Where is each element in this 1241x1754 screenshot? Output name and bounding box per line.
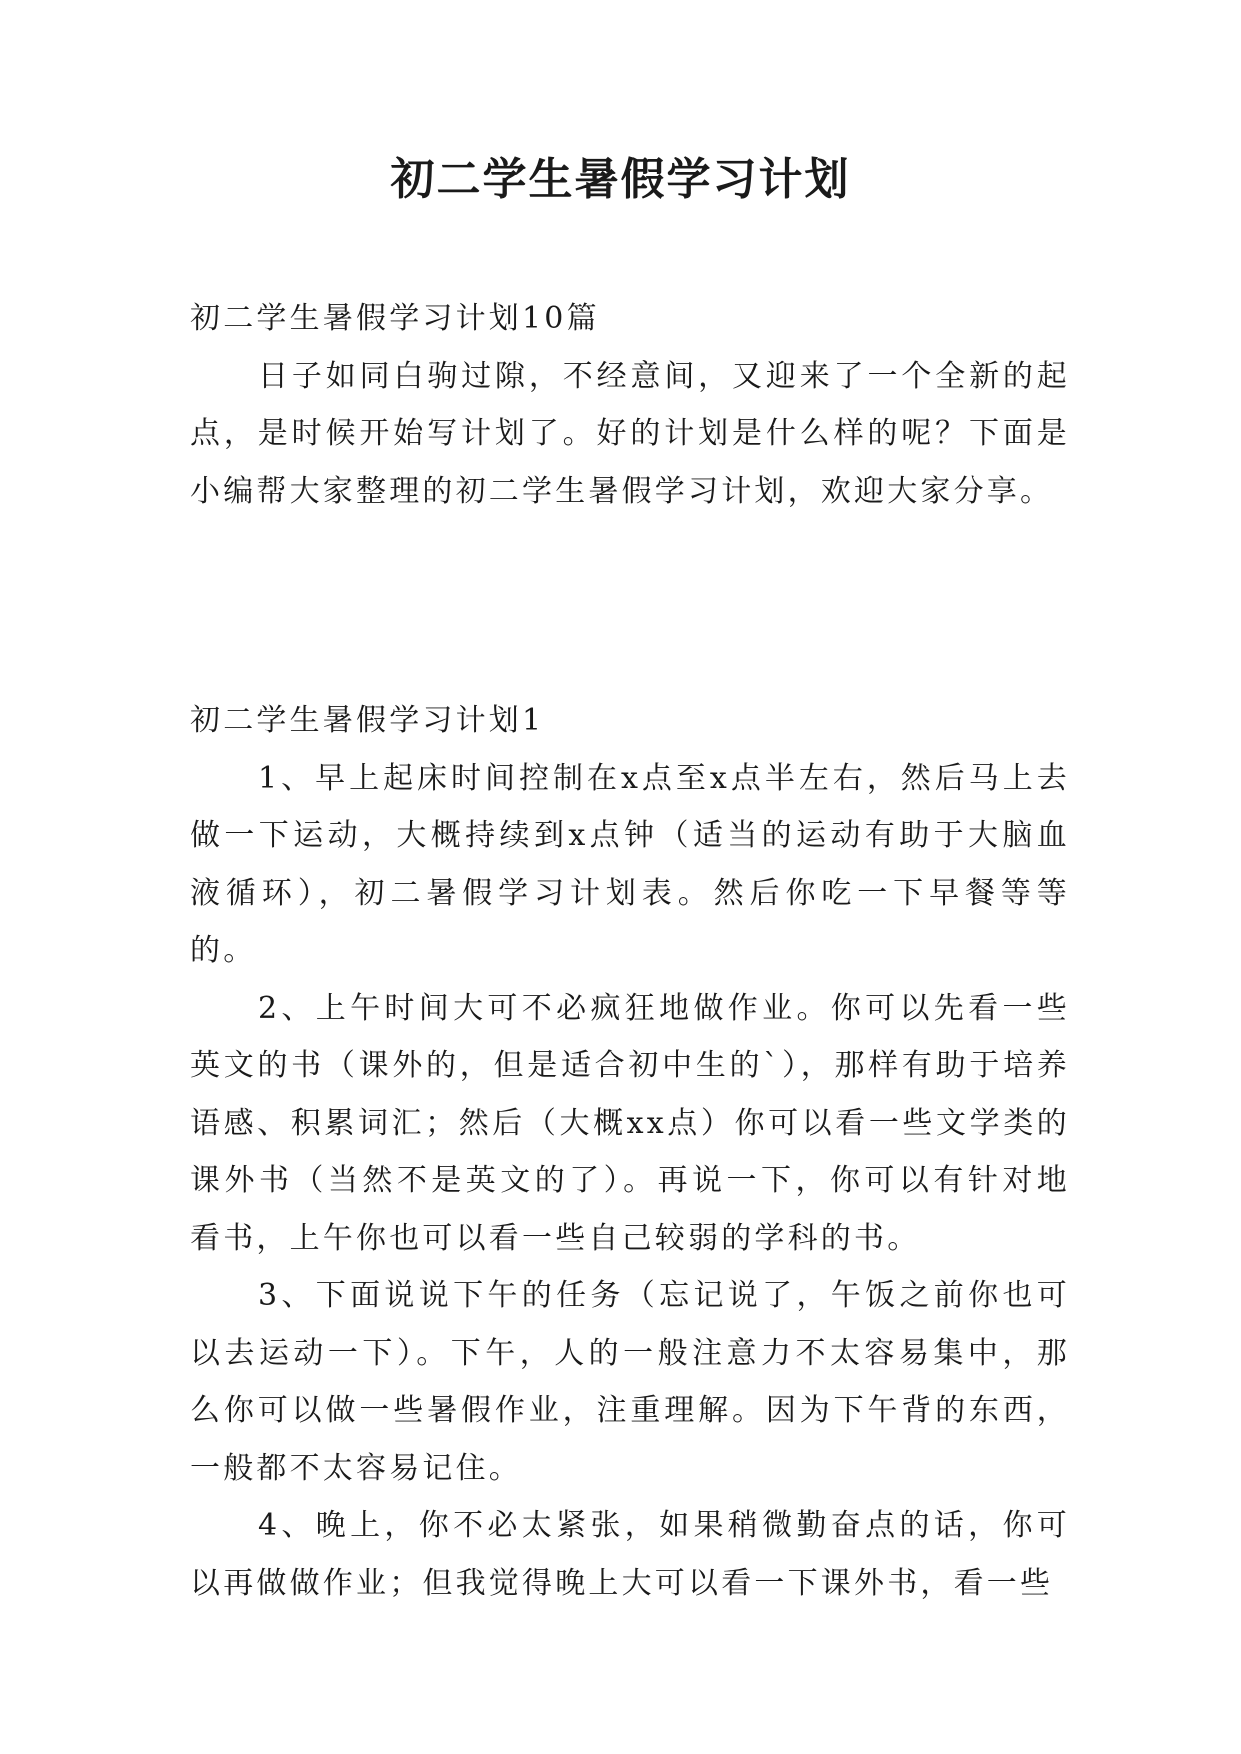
plan-paragraph-1: 1、早上起床时间控制在x点至x点半左右，然后马上去做一下运动，大概持续到x点钟（适当的运动有助于大脑血液循环），初二暑假学习计划表。然后你吃一下早餐等等的。	[190, 760, 1070, 968]
plan-heading: 初二学生暑假学习计划1	[190, 703, 545, 738]
intro-paragraph: 日子如同白驹过隙，不经意间，又迎来了一个全新的起点，是时候开始写计划了。好的计划是什么样的呢？下面是小编帮大家整理的初二学生暑假学习计划，欢迎大家分享。	[190, 358, 1070, 509]
section-title: 初二学生暑假学习计划10篇	[190, 301, 600, 336]
section-spacer	[190, 520, 1070, 692]
plan-paragraph-2: 2、上午时间大可不必疯狂地做作业。你可以先看一些英文的书（课外的，但是适合初中生的`），那样有助于培养语感、积累词汇；然后（大概xx点）你可以看一些文学类的课外书（当然不是英文的了）。再说一下，你可以有针对地看书，上午你也可以看一些自己较弱的学科的书。	[190, 990, 1070, 1256]
document-body	[190, 290, 1070, 1612]
document-title: 初二学生暑假学习计划	[390, 154, 851, 205]
plan-paragraph-3: 3、下面说说下午的任务（忘记说了，午饭之前你也可以去运动一下）。下午，人的一般注意力不太容易集中，那么你可以做一些暑假作业，注重理解。因为下午背的东西，一般都不太容易记住。	[190, 1278, 1070, 1486]
plan-paragraph-4: 4、晚上，你不必太紧张，如果稍微勤奋点的话，你可以再做做作业；但我觉得晚上大可以看一下课外书，看一些	[190, 1508, 1070, 1601]
